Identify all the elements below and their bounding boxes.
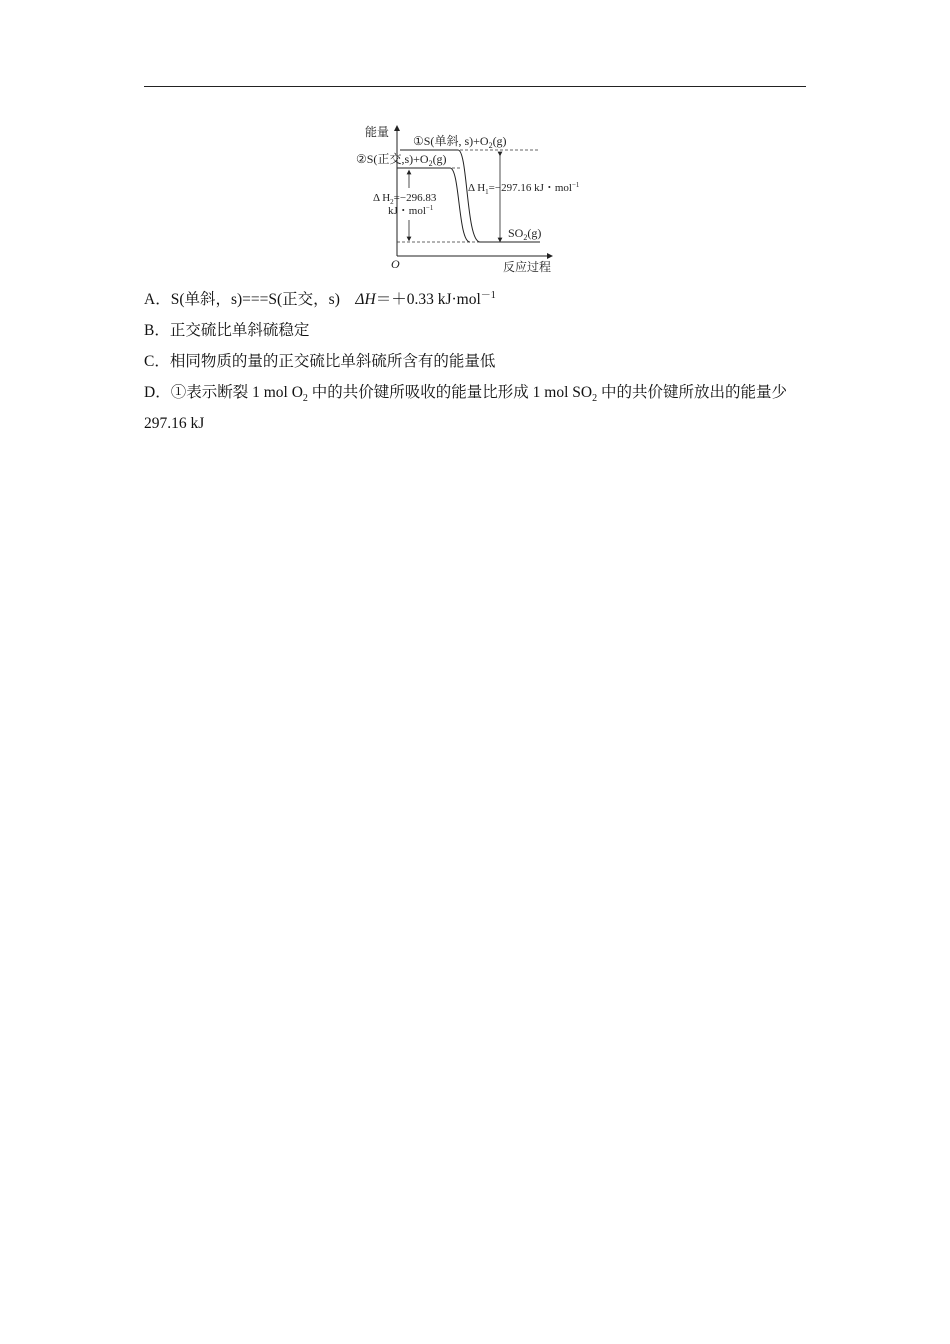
option-d-key: D． [144,384,171,401]
option-a-delta-h: ΔH [355,291,376,308]
option-d [144,377,808,439]
option-c-text: 相同物质的量的正交硫比单斜硫所含有的能量低 [169,353,496,370]
option-a [144,284,808,315]
energy-diagram [340,118,610,278]
option-b-text: 正交硫比单斜硫稳定 [169,322,310,339]
option-d-sub-1: 2 [302,393,308,405]
option-a-value: ＝＋0.33 kJ·mol [375,291,481,308]
option-d-sub-2: 2 [592,393,598,405]
product-label: $SO_2(g)$ [508,226,542,242]
dh1-label: Δ $H_1=-297.16$ kJ・mol$^{-1}$ [468,181,580,196]
y-axis-label: 能量 [365,125,390,139]
header-rule [144,86,806,87]
dh2-unit-label: kJ・mol$^{-1}$ [388,204,434,217]
option-a-equation: S(单斜，s)===S(正交，s) [170,291,340,308]
option-c [144,346,808,377]
dh2-label: Δ $H_2=-296.83$ [373,192,437,206]
option-b [144,315,808,346]
option-d-text-3: 中的共价键所放出的能量少 297.16 kJ [144,384,787,432]
option-a-sup: －1 [480,289,496,301]
option-c-key: C． [144,353,170,370]
x-axis-label: 反应过程 [503,260,552,274]
option-d-text-2: 中的共价键所吸收的能量比形成 1 mol SO [307,384,593,401]
state1-label: ①S(单斜, $s)+O_2(g)$ [413,134,507,150]
option-b-key: B． [144,322,170,339]
option-a-key: A． [144,291,171,308]
state2-label: ②S(正交$,s)+O_2(g)$ [356,152,447,168]
option-d-text-1: ①表示断裂 1 mol O [170,384,303,401]
origin-label: O [391,257,400,271]
answer-options [144,284,808,439]
